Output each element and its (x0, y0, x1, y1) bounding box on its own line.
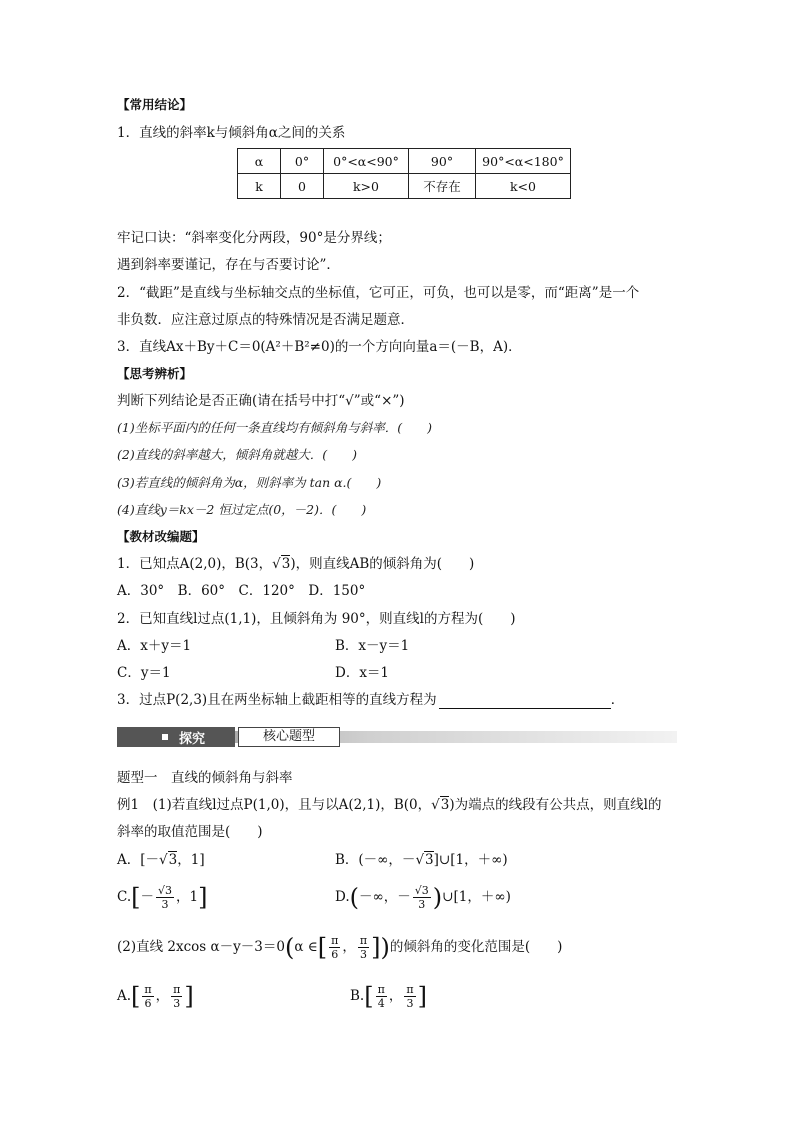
fraction-denominator: 3 (173, 997, 181, 1010)
example-option-d (335, 884, 511, 911)
fraction-numerator: π (359, 934, 368, 947)
table-cell: k>0 (324, 174, 409, 199)
option-text: ，1] (177, 852, 205, 868)
square-bullet-icon (162, 734, 168, 740)
fraction-denominator: 3 (359, 948, 367, 961)
example-option-c: C.[－ $\frac{√3}{3}$ ，1] (117, 883, 208, 912)
problem-text: 1．已知点A(2,0)，B(3， (117, 556, 273, 572)
fraction (142, 983, 153, 1010)
reflection-question-3: (3)若直线的倾斜角为α，则斜率为 tan α.( ) (117, 475, 382, 490)
fraction (376, 983, 387, 1010)
sqrt-radicand: 3 (168, 852, 178, 868)
mnemonic-line-2: 遇到斜率要谨记，存在与否要讨论”． (117, 257, 340, 273)
problem-text: 3．过点P(2,3)且在两坐标轴上截距相等的直线方程为 (117, 692, 437, 708)
fraction (156, 884, 174, 911)
fraction-numerator: π (144, 983, 152, 996)
table-cell: 90° (409, 149, 476, 174)
fraction-denominator: 4 (377, 997, 385, 1010)
table-cell: k (238, 174, 281, 199)
table-cell: 0 (281, 174, 324, 199)
banner-dark-block (117, 727, 235, 747)
table-cell: 不存在 (409, 174, 476, 199)
fraction-denominator: 3 (406, 997, 414, 1010)
problem-text: )，则直线AB的倾斜角为( ) (290, 556, 475, 572)
textbook-problem-1-options: A．30° B．60° C．120° D．150° (117, 583, 366, 599)
option-label: A. (117, 988, 132, 1004)
textbook-problem-1 (117, 555, 474, 573)
reflection-question-2: (2)直线的斜率越大，倾斜角就越大．( ) (117, 447, 357, 462)
fraction-numerator: π (377, 983, 385, 996)
fraction-denominator: 3 (161, 898, 169, 911)
fraction (329, 934, 340, 961)
table-row (238, 149, 571, 174)
example-1-line-1 (117, 796, 661, 814)
option-c: C．y＝1 (117, 665, 171, 681)
right-paren: ) (380, 933, 390, 962)
slope-angle-table (237, 148, 571, 199)
problem-text: (2)直线 2xcos α－y－3＝0 (117, 939, 285, 955)
fraction-denominator: 6 (144, 997, 152, 1010)
table-row (238, 174, 571, 199)
fraction-denominator: 6 (331, 948, 339, 961)
section-heading-reflection: 【思考辨析】 (117, 366, 193, 381)
section-banner (117, 727, 677, 747)
right-bracket: ] (198, 883, 208, 912)
reflection-intro: 判断下列结论是否正确(请在括号中打“√”或“×”) (117, 393, 405, 409)
option-text: B．(－∞，－ (335, 852, 416, 868)
answer-blank[interactable] (439, 694, 611, 709)
fraction (413, 884, 431, 911)
fraction (358, 934, 369, 961)
condition-text: α ∈ (294, 939, 318, 955)
example-2-option-b (350, 983, 427, 1010)
problem-text: 例1 (1)若直线l过点P(1,0)，且与以A(2,1)，B(0， (117, 797, 432, 813)
table-cell: 0° (281, 149, 324, 174)
table-cell: k<0 (476, 174, 571, 199)
section-heading-common-conclusions: 【常用结论】 (117, 97, 193, 112)
fraction-numerator: π (331, 934, 339, 947)
option-a: A．x＋y＝1 (117, 638, 192, 654)
problem-text: 的倾斜角的变化范围是( ) (389, 939, 563, 955)
comma: ， (388, 988, 403, 1004)
textbook-problem-2: 2．已知直线l过点(1,1)，且倾斜角为 90°，则直线l的方程为( ) (117, 611, 516, 627)
sqrt-sign: √ (415, 852, 425, 868)
fraction-numerator: π (406, 983, 414, 996)
example-option-b (335, 851, 508, 869)
example-1-line-2: 斜率的取值范围是( ) (117, 824, 263, 840)
left-bracket: [ (131, 883, 141, 912)
option-b: B．x－y＝1 (335, 638, 410, 654)
mnemonic-line-1: 牢记口诀：“斜率变化分两段，90°是分界线； (117, 230, 391, 246)
sqrt-radicand: 3 (440, 797, 450, 813)
left-bracket: [ (131, 982, 141, 1011)
conclusion-3: 3．直线Ax＋By＋C＝0(A²＋B²≠0)的一个方向向量a＝(－B，A)． (117, 339, 522, 355)
conclusion-1: 1．直线的斜率k与倾斜角α之间的关系 (117, 125, 346, 141)
fraction-denominator: 3 (418, 898, 426, 911)
right-paren: ) (432, 883, 443, 912)
right-bracket: ] (184, 982, 194, 1011)
option-label: C. (117, 889, 132, 905)
fraction (404, 983, 415, 1010)
example-option-a (117, 851, 205, 869)
fraction-numerator: √3 (414, 884, 429, 897)
problem-text: )为端点的线段有公共点，则直线l的 (449, 797, 662, 813)
table-cell: α (238, 149, 281, 174)
fraction-numerator: √3 (158, 884, 173, 897)
left-paren: ( (349, 883, 360, 912)
fraction (171, 983, 182, 1010)
banner-label: 探究 (179, 732, 206, 747)
sqrt-radicand: 3 (425, 852, 434, 868)
section-heading-textbook: 【教材改编题】 (117, 529, 205, 544)
left-paren: ( (284, 933, 295, 962)
table-cell: 0°<α<90° (324, 149, 409, 174)
left-bracket: [ (317, 933, 328, 962)
left-bracket: [ (364, 982, 374, 1011)
comma: ， (342, 939, 356, 955)
option-text: ]∪[1，＋∞) (433, 852, 508, 868)
option-text: ，1 (176, 889, 199, 905)
sqrt-sign: √ (431, 797, 440, 813)
table-cell: 90°<α<180° (476, 149, 571, 174)
option-text: A．[－ (117, 852, 160, 868)
option-label: B. (350, 988, 365, 1004)
sqrt-sign: √ (159, 852, 168, 868)
example-1-part-2 (117, 934, 562, 961)
comma: ， (155, 988, 170, 1004)
reflection-question-4: (4)直线y＝kx－2 恒过定点(0，－2)．( ) (117, 502, 367, 517)
option-text: －∞，－ (359, 889, 411, 905)
conclusion-2-line-1: 2．“截距”是直线与坐标轴交点的坐标值，它可正，可负，也可以是零，而“距离”是一个 (117, 285, 640, 301)
sqrt-sign: √ (272, 556, 281, 572)
problem-text: ． (610, 692, 625, 708)
right-bracket: ] (417, 982, 427, 1011)
conclusion-2-line-2: 非负数．应注意过原点的特殊情况是否满足题意． (117, 312, 414, 328)
reflection-question-1: (1)坐标平面内的任何一条直线均有倾斜角与斜率．( ) (117, 420, 432, 435)
sqrt-radicand: 3 (281, 556, 291, 572)
banner-box: 核心题型 (238, 727, 340, 747)
fraction-numerator: π (173, 983, 181, 996)
textbook-problem-3 (117, 691, 624, 709)
option-text: ∪[1，＋∞) (442, 889, 511, 905)
option-d: D．x＝1 (335, 665, 390, 681)
example-2-option-a (117, 983, 194, 1010)
right-bracket: ] (371, 933, 381, 962)
option-label: D. (335, 889, 350, 905)
question-type-title: 题型一 直线的倾斜角与斜率 (117, 770, 293, 786)
